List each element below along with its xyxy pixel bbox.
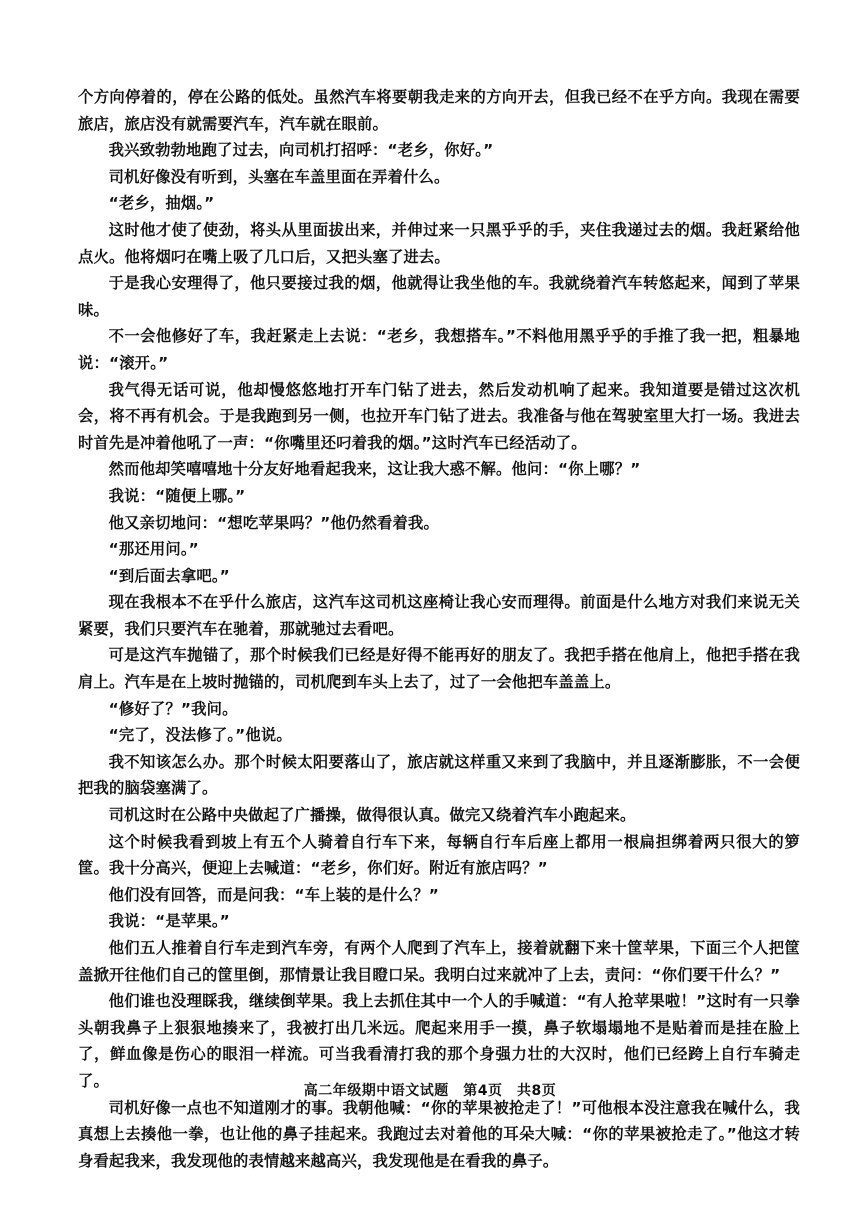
paragraph: 我不知该怎么办。那个时候太阳要落山了，旅店就这样重又来到了我脑中，并且逐渐膨胀，不一会便把我的脑袋塞满了。 xyxy=(78,752,800,798)
paragraph: 我说：“是苹果。” xyxy=(108,912,230,931)
paragraph: “到后面去拿吧。” xyxy=(108,566,230,585)
paragraph: “老乡，抽烟。” xyxy=(108,194,215,213)
paragraph: “那还用问。” xyxy=(108,540,199,559)
paragraph: “修好了？”我问。 xyxy=(108,699,238,718)
paragraph: 然而他却笑嘻嘻地十分友好地看起我来，这让我大惑不解。他问：“你上哪？” xyxy=(108,460,641,479)
paragraph: 他们谁也没理睬我，继续倒苹果。我上去抓住其中一个人的手喊道：“有人抢苹果啦！”这时有一只拳头朝我鼻子上狠狠地揍来了，我被打出几米远。爬起来用手一摸，鼻子软塌塌地不是贴着而是挂在脸上了，鲜血像是伤心的眼泪一样流。可当我看清打我的那个身强力壮的大汉时，他们已经跨上自行车骑走了。 xyxy=(78,992,800,1090)
paragraph: 不一会他修好了车，我赶紧走上去说：“老乡，我想搭车。”不料他用黑乎乎的手推了我一把，粗暴地说：“滚开。” xyxy=(78,327,800,372)
document-body xyxy=(78,84,800,1174)
paragraph: 这个时候我看到坡上有五个人骑着自行车下来，每辆自行车后座上都用一根扁担绑着两只很大的箩筐。我十分高兴，便迎上去喊道：“老乡，你们好。附近有旅店吗？” xyxy=(78,832,800,878)
paragraph: 于是我心安理得了，他只要接过我的烟，他就得让我坐他的车。我就绕着汽车转悠起来，闻到了苹果味。 xyxy=(78,274,800,319)
paragraph: 司机好像没有听到，头塞在车盖里面在弄着什么。 xyxy=(108,167,450,186)
paragraph: 他又亲切地问：“想吃苹果吗？”他仍然看着我。 xyxy=(108,513,440,532)
paragraph: 他们五人推着自行车走到汽车旁，有两个人爬到了汽车上，接着就翻下来十筐苹果，下面三个人把筐盖掀开往他们自己的筐里倒，那情景让我目瞪口呆。我明白过来就冲了上去，责问：“你们要干什么？” xyxy=(78,939,800,984)
paragraph: 这时他才使了使劲，将头从里面拔出来，并伸过来一只黑乎乎的手，夹住我递过去的烟。我赶紧给他点火。他将烟叼在嘴上吸了几口后，又把头塞了进去。 xyxy=(78,220,800,266)
paragraph: 个方向停着的，停在公路的低处。虽然汽车将要朝我走来的方向开去，但我已经不在乎方向。我现在需要旅店，旅店没有就需要汽车，汽车就在眼前。 xyxy=(78,88,800,133)
paragraph: 司机这时在公路中央做起了广播操，做得很认真。做完又绕着汽车小跑起来。 xyxy=(108,806,636,825)
paragraph: 司机好像一点也不知道刚才的事。我朝他喊：“你的苹果被抢走了！”可他根本没注意我在喊什么，我真想上去揍他一拳，也让他的鼻子挂起来。我跑过去对着他的耳朵大喊：“你的苹果被抢走了。”他这才转身看起我来，我发现他的表情越来越高兴，我发现他是在看我的鼻子。 xyxy=(78,1098,800,1170)
paragraph: “完了，没法修了。”他说。 xyxy=(108,726,292,745)
page-footer: 高二年级期中语文试题 第4页 共8页 xyxy=(303,1083,557,1099)
paragraph: 他们没有回答，而是问我：“车上装的是什么？” xyxy=(108,885,440,904)
paragraph: 我气得无话可说，他却慢悠悠地打开车门钻了进去，然后发动机响了起来。我知道要是错过这次机会，将不再有机会。于是我跑到另一侧，也拉开车门钻了进去。我准备与他在驾驶室里大打一场。我进去时首先是冲着他吼了一声：“你嘴里还叼着我的烟。”这时汽车已经活动了。 xyxy=(78,380,800,452)
paragraph: 现在我根本不在乎什么旅店，这汽车这司机这座椅让我心安而理得。前面是什么地方对我们来说无关紧要，我们只要汽车在驰着，那就驰过去看吧。 xyxy=(78,593,800,638)
paragraph: 可是这汽车抛锚了，那个时候我们已经是好得不能再好的朋友了。我把手搭在他肩上，他把手搭在我肩上。汽车是在上坡时抛锚的，司机爬到车头上去了，过了一会他把车盖盖上。 xyxy=(78,646,800,692)
paragraph: 我兴致勃勃地跑了过去，向司机打招呼：“老乡，你好。” xyxy=(108,141,494,160)
paragraph: 我说：“随便上哪。” xyxy=(108,486,246,505)
